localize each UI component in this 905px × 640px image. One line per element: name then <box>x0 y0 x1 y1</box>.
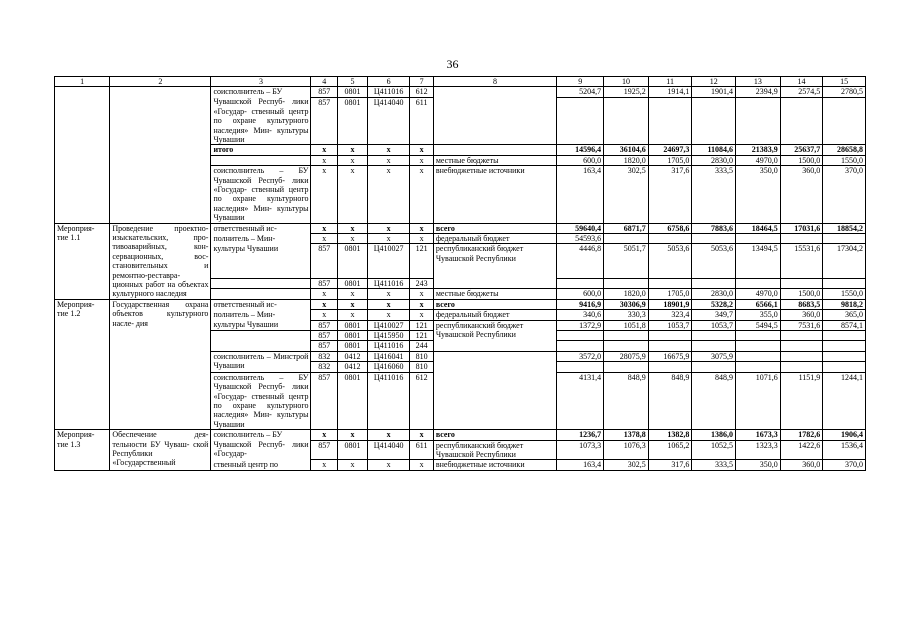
code-cell: x <box>338 289 368 299</box>
code-cell: x <box>410 299 433 309</box>
value-cell <box>823 279 866 289</box>
code-cell: Ц411016 <box>367 279 410 289</box>
code-cell: 857 <box>311 341 338 351</box>
code-cell: 0801 <box>338 331 368 341</box>
value-cell: 1073,3 <box>557 440 604 460</box>
page-number: 36 <box>446 57 459 71</box>
value-cell: 370,0 <box>823 166 866 223</box>
value-cell: 5053,6 <box>692 244 736 279</box>
code-cell: x <box>367 155 410 165</box>
value-cell: 18901,9 <box>648 299 692 309</box>
code-cell: 0801 <box>338 320 368 330</box>
value-cell: 7531,6 <box>780 320 823 330</box>
code-cell: 0801 <box>338 97 368 145</box>
value-cell: 1236,7 <box>557 430 604 440</box>
code-cell: x <box>311 145 338 155</box>
value-cell: 11084,6 <box>692 145 736 155</box>
value-cell: 1914,1 <box>648 87 692 97</box>
table-row <box>55 299 866 309</box>
value-cell: 1323,3 <box>736 440 781 460</box>
executor-cell <box>211 331 311 341</box>
value-cell <box>604 331 649 341</box>
activity-cell <box>55 87 110 223</box>
code-cell: 857 <box>311 372 338 429</box>
code-cell: x <box>338 234 368 244</box>
activity-cell: Мероприя- тие 1.2 <box>55 299 110 429</box>
value-cell <box>648 341 692 351</box>
code-cell: x <box>311 430 338 440</box>
value-cell <box>557 331 604 341</box>
value-cell <box>648 331 692 341</box>
value-cell: 54593,6 <box>557 234 604 244</box>
value-cell: 4446,8 <box>557 244 604 279</box>
value-cell: 1500,0 <box>780 289 823 299</box>
executor-cell: соисполнитель – БУ Чувашской Респуб- лики «Государ- ственный центр по охране культурного наследия» Мин- культуры Чувашии <box>211 372 311 429</box>
executor-cell: соисполнитель – БУ <box>211 87 311 97</box>
code-cell: x <box>311 166 338 223</box>
code-cell: x <box>410 234 433 244</box>
value-cell: 1071,6 <box>736 372 781 429</box>
value-cell <box>780 97 823 145</box>
value-cell <box>823 97 866 145</box>
value-cell: 1906,4 <box>823 430 866 440</box>
code-cell: 857 <box>311 320 338 330</box>
code-cell: x <box>367 460 410 470</box>
value-cell <box>557 279 604 289</box>
table-row <box>55 223 866 233</box>
value-cell: 1536,4 <box>823 440 866 460</box>
executor-cell: ственный центр по <box>211 460 311 470</box>
value-cell: 340,6 <box>557 310 604 320</box>
value-cell: 8683,5 <box>780 299 823 309</box>
value-cell: 7883,6 <box>692 223 736 233</box>
value-cell: 2830,0 <box>692 289 736 299</box>
value-cell: 5053,6 <box>648 244 692 279</box>
code-cell: 0801 <box>338 440 368 460</box>
executor-cell <box>211 341 311 351</box>
value-cell: 350,0 <box>736 166 781 223</box>
executor-cell: Чувашской Респуб- лики «Государ- <box>211 440 311 460</box>
header-cell: 13 <box>736 77 781 87</box>
code-cell: x <box>367 234 410 244</box>
code-cell: x <box>311 155 338 165</box>
value-cell <box>692 331 736 341</box>
value-cell: 1705,0 <box>648 155 692 165</box>
code-cell: Ц411016 <box>367 372 410 429</box>
value-cell: 24697,3 <box>648 145 692 155</box>
value-cell <box>736 341 781 351</box>
description-cell <box>110 87 211 223</box>
value-cell <box>648 97 692 145</box>
value-cell: 17031,6 <box>780 223 823 233</box>
value-cell <box>823 351 866 361</box>
value-cell: 163,4 <box>557 460 604 470</box>
value-cell: 600,0 <box>557 155 604 165</box>
code-cell: 810 <box>410 362 433 372</box>
code-cell: 0801 <box>338 87 368 97</box>
source-cell: республиканский бюджет Чувашской Республики <box>433 440 556 460</box>
value-cell: 349,7 <box>692 310 736 320</box>
code-cell: x <box>338 299 368 309</box>
code-cell: x <box>311 223 338 233</box>
code-cell: x <box>338 223 368 233</box>
header-cell: 2 <box>110 77 211 87</box>
value-cell: 2394,9 <box>736 87 781 97</box>
value-cell: 5051,7 <box>604 244 649 279</box>
value-cell: 163,4 <box>557 166 604 223</box>
executor-cell: культуры Чувашии <box>211 320 311 330</box>
executor-cell: полнитель – Мин- <box>211 310 311 320</box>
value-cell <box>780 279 823 289</box>
description-cell: Государственная охрана объектов культурного насле- дия <box>110 299 211 429</box>
code-cell: 857 <box>311 97 338 145</box>
value-cell: 3572,0 <box>557 351 604 361</box>
source-cell <box>433 351 556 429</box>
value-cell <box>736 97 781 145</box>
executor-cell: ответственный ис- <box>211 223 311 233</box>
value-cell <box>692 341 736 351</box>
header-cell: 6 <box>367 77 410 87</box>
value-cell: 848,9 <box>692 372 736 429</box>
value-cell <box>780 234 823 244</box>
code-cell: 612 <box>410 87 433 97</box>
code-cell: x <box>410 223 433 233</box>
value-cell: 1925,2 <box>604 87 649 97</box>
value-cell: 8574,1 <box>823 320 866 330</box>
code-cell: x <box>311 234 338 244</box>
source-cell: местные бюджеты <box>433 289 556 299</box>
value-cell <box>604 341 649 351</box>
value-cell <box>604 234 649 244</box>
value-cell: 1386,0 <box>692 430 736 440</box>
value-cell: 9416,9 <box>557 299 604 309</box>
code-cell: 832 <box>311 362 338 372</box>
value-cell: 1422,6 <box>780 440 823 460</box>
source-cell: всего <box>433 223 556 233</box>
code-cell: x <box>338 430 368 440</box>
value-cell: 365,0 <box>823 310 866 320</box>
value-cell: 333,5 <box>692 460 736 470</box>
executor-cell: итого <box>211 145 311 155</box>
header-cell: 8 <box>433 77 556 87</box>
source-cell: внебюджетные источники <box>433 166 556 223</box>
value-cell: 360,0 <box>780 166 823 223</box>
value-cell <box>557 97 604 145</box>
value-cell <box>557 362 604 372</box>
value-cell: 18854,2 <box>823 223 866 233</box>
value-cell <box>823 362 866 372</box>
header-cell: 1 <box>55 77 110 87</box>
code-cell: Ц414040 <box>367 440 410 460</box>
executor-cell: соисполнитель – БУ <box>211 430 311 440</box>
value-cell: 1705,0 <box>648 289 692 299</box>
executor-cell <box>211 155 311 165</box>
code-cell: 0801 <box>338 279 368 289</box>
value-cell: 1782,6 <box>780 430 823 440</box>
value-cell: 1550,0 <box>823 155 866 165</box>
code-cell: 0801 <box>338 372 368 429</box>
activity-cell: Мероприя- тие 1.1 <box>55 223 110 299</box>
value-cell: 13494,5 <box>736 244 781 279</box>
value-cell: 25637,7 <box>780 145 823 155</box>
code-cell: Ц415950 <box>367 331 410 341</box>
code-cell: x <box>410 155 433 165</box>
value-cell: 6758,6 <box>648 223 692 233</box>
value-cell <box>692 234 736 244</box>
value-cell <box>648 279 692 289</box>
value-cell: 59640,4 <box>557 223 604 233</box>
code-cell: 121 <box>410 331 433 341</box>
value-cell: 302,5 <box>604 460 649 470</box>
value-cell: 9818,2 <box>823 299 866 309</box>
value-cell: 317,6 <box>648 166 692 223</box>
value-cell: 17304,2 <box>823 244 866 279</box>
code-cell: x <box>338 310 368 320</box>
header-cell: 11 <box>648 77 692 87</box>
source-cell <box>433 145 556 155</box>
value-cell: 1053,7 <box>692 320 736 330</box>
value-cell: 1372,9 <box>557 320 604 330</box>
value-cell <box>736 351 781 361</box>
value-cell <box>648 362 692 372</box>
value-cell: 6871,7 <box>604 223 649 233</box>
value-cell: 1051,8 <box>604 320 649 330</box>
code-cell: x <box>338 166 368 223</box>
value-cell: 1052,5 <box>692 440 736 460</box>
value-cell <box>780 362 823 372</box>
code-cell: 121 <box>410 244 433 279</box>
code-cell: x <box>410 460 433 470</box>
code-cell: x <box>367 289 410 299</box>
value-cell: 6566,1 <box>736 299 781 309</box>
value-cell: 30306,9 <box>604 299 649 309</box>
code-cell: x <box>367 299 410 309</box>
budget-table <box>54 76 866 471</box>
code-cell: 0412 <box>338 362 368 372</box>
table-row <box>55 430 866 440</box>
value-cell <box>648 234 692 244</box>
value-cell: 5204,7 <box>557 87 604 97</box>
source-cell: всего <box>433 430 556 440</box>
code-cell: Ц410027 <box>367 244 410 279</box>
value-cell <box>604 279 649 289</box>
value-cell: 1901,4 <box>692 87 736 97</box>
value-cell: 330,3 <box>604 310 649 320</box>
code-cell: 810 <box>410 351 433 361</box>
source-cell: республиканский бюджет Чувашской Республики <box>433 244 556 289</box>
value-cell <box>736 362 781 372</box>
value-cell: 848,9 <box>604 372 649 429</box>
code-cell: 243 <box>410 279 433 289</box>
value-cell: 302,5 <box>604 166 649 223</box>
value-cell: 1244,1 <box>823 372 866 429</box>
executor-cell: ответственный ис- <box>211 299 311 309</box>
value-cell: 600,0 <box>557 289 604 299</box>
code-cell: 832 <box>311 351 338 361</box>
code-cell: x <box>367 166 410 223</box>
source-cell: федеральный бюджет <box>433 234 556 244</box>
executor-cell: полнитель – Мин- <box>211 234 311 244</box>
source-cell: внебюджетные источники <box>433 460 556 470</box>
value-cell: 370,0 <box>823 460 866 470</box>
value-cell: 14596,4 <box>557 145 604 155</box>
code-cell: x <box>367 145 410 155</box>
value-cell: 5494,5 <box>736 320 781 330</box>
code-cell: Ц411016 <box>367 87 410 97</box>
value-cell: 18464,5 <box>736 223 781 233</box>
code-cell: Ц416041 <box>367 351 410 361</box>
code-cell: 611 <box>410 97 433 145</box>
value-cell: 1076,3 <box>604 440 649 460</box>
value-cell: 21383,9 <box>736 145 781 155</box>
description-cell: Проведение проектно- изыскательских, про- тивоаварийных, кон- сервационных, вос- становительных и ремонтно-реставра- ционных работ на объектах культурного наследия <box>110 223 211 299</box>
code-cell: 611 <box>410 440 433 460</box>
value-cell: 333,5 <box>692 166 736 223</box>
code-cell: 244 <box>410 341 433 351</box>
executor-cell: соисполнитель – БУ Чувашской Респуб- лики «Государ- ственный центр по охране культурного наследия» Мин- культуры Чувашии <box>211 166 311 223</box>
code-cell: Ц414040 <box>367 97 410 145</box>
code-cell: x <box>338 145 368 155</box>
code-cell: x <box>410 430 433 440</box>
value-cell <box>736 331 781 341</box>
value-cell <box>780 331 823 341</box>
header-cell: 12 <box>692 77 736 87</box>
value-cell: 350,0 <box>736 460 781 470</box>
value-cell: 4970,0 <box>736 289 781 299</box>
code-cell: 0412 <box>338 351 368 361</box>
table-row <box>55 87 866 97</box>
code-cell: x <box>410 289 433 299</box>
value-cell: 1053,7 <box>648 320 692 330</box>
code-cell: 0801 <box>338 341 368 351</box>
value-cell <box>823 234 866 244</box>
header-cell: 14 <box>780 77 823 87</box>
code-cell: Ц411016 <box>367 341 410 351</box>
code-cell: 857 <box>311 440 338 460</box>
value-cell <box>557 341 604 351</box>
executor-cell <box>211 279 311 289</box>
code-cell: 857 <box>311 331 338 341</box>
value-cell: 2780,5 <box>823 87 866 97</box>
value-cell: 1065,2 <box>648 440 692 460</box>
header-cell: 3 <box>211 77 311 87</box>
activity-cell: Мероприя- тие 1.3 <box>55 430 110 471</box>
source-cell: местные бюджеты <box>433 155 556 165</box>
code-cell: x <box>367 430 410 440</box>
value-cell: 4970,0 <box>736 155 781 165</box>
value-cell: 15531,6 <box>780 244 823 279</box>
code-cell: Ц416060 <box>367 362 410 372</box>
code-cell: x <box>311 310 338 320</box>
value-cell <box>736 234 781 244</box>
code-cell: 612 <box>410 372 433 429</box>
header-cell: 10 <box>604 77 649 87</box>
value-cell: 16675,9 <box>648 351 692 361</box>
value-cell <box>780 351 823 361</box>
description-cell: Обеспечение дея- тельности БУ Чуваш- ской Республики «Государственный <box>110 430 211 471</box>
value-cell: 360,0 <box>780 310 823 320</box>
value-cell <box>692 97 736 145</box>
value-cell: 3075,9 <box>692 351 736 361</box>
value-cell: 1151,9 <box>780 372 823 429</box>
value-cell <box>823 331 866 341</box>
value-cell: 317,6 <box>648 460 692 470</box>
value-cell <box>780 341 823 351</box>
code-cell: 857 <box>311 244 338 279</box>
source-cell: всего <box>433 299 556 309</box>
code-cell: x <box>410 310 433 320</box>
value-cell: 2574,5 <box>780 87 823 97</box>
executor-cell <box>211 289 311 299</box>
value-cell: 36104,6 <box>604 145 649 155</box>
value-cell <box>692 362 736 372</box>
value-cell <box>692 279 736 289</box>
executor-cell: культуры Чувашии <box>211 244 311 279</box>
executor-cell: соисполнитель – Минстрой Чувашии <box>211 351 311 372</box>
value-cell: 360,0 <box>780 460 823 470</box>
code-cell: 0801 <box>338 244 368 279</box>
value-cell: 323,4 <box>648 310 692 320</box>
value-cell: 1550,0 <box>823 289 866 299</box>
value-cell: 2830,0 <box>692 155 736 165</box>
value-cell: 1378,8 <box>604 430 649 440</box>
code-cell: x <box>338 155 368 165</box>
header-cell: 9 <box>557 77 604 87</box>
code-cell: x <box>311 289 338 299</box>
code-cell: x <box>311 460 338 470</box>
code-cell: x <box>338 460 368 470</box>
value-cell: 1500,0 <box>780 155 823 165</box>
executor-cell: Чувашской Респуб- лики «Государ- ственный центр по охране культурного наследия» Мин- культуры Чувашии <box>211 97 311 145</box>
value-cell: 1820,0 <box>604 155 649 165</box>
header-cell: 7 <box>410 77 433 87</box>
code-cell: Ц410027 <box>367 320 410 330</box>
header-row <box>55 77 866 87</box>
source-cell: республиканский бюджет Чувашской Республики <box>433 320 556 351</box>
code-cell: x <box>410 145 433 155</box>
code-cell: 857 <box>311 87 338 97</box>
value-cell: 5328,2 <box>692 299 736 309</box>
source-cell: федеральный бюджет <box>433 310 556 320</box>
value-cell: 28658,8 <box>823 145 866 155</box>
code-cell: 121 <box>410 320 433 330</box>
code-cell: 857 <box>311 279 338 289</box>
value-cell <box>823 341 866 351</box>
header-cell: 5 <box>338 77 368 87</box>
value-cell: 1382,8 <box>648 430 692 440</box>
value-cell: 1673,3 <box>736 430 781 440</box>
value-cell <box>736 279 781 289</box>
value-cell: 28075,9 <box>604 351 649 361</box>
value-cell: 355,0 <box>736 310 781 320</box>
value-cell: 4131,4 <box>557 372 604 429</box>
code-cell: x <box>311 299 338 309</box>
header-cell: 15 <box>823 77 866 87</box>
code-cell: x <box>367 310 410 320</box>
code-cell: x <box>367 223 410 233</box>
code-cell: x <box>410 166 433 223</box>
value-cell <box>604 362 649 372</box>
value-cell: 1820,0 <box>604 289 649 299</box>
value-cell <box>604 97 649 145</box>
value-cell: 848,9 <box>648 372 692 429</box>
header-cell: 4 <box>311 77 338 87</box>
source-cell <box>433 87 556 145</box>
